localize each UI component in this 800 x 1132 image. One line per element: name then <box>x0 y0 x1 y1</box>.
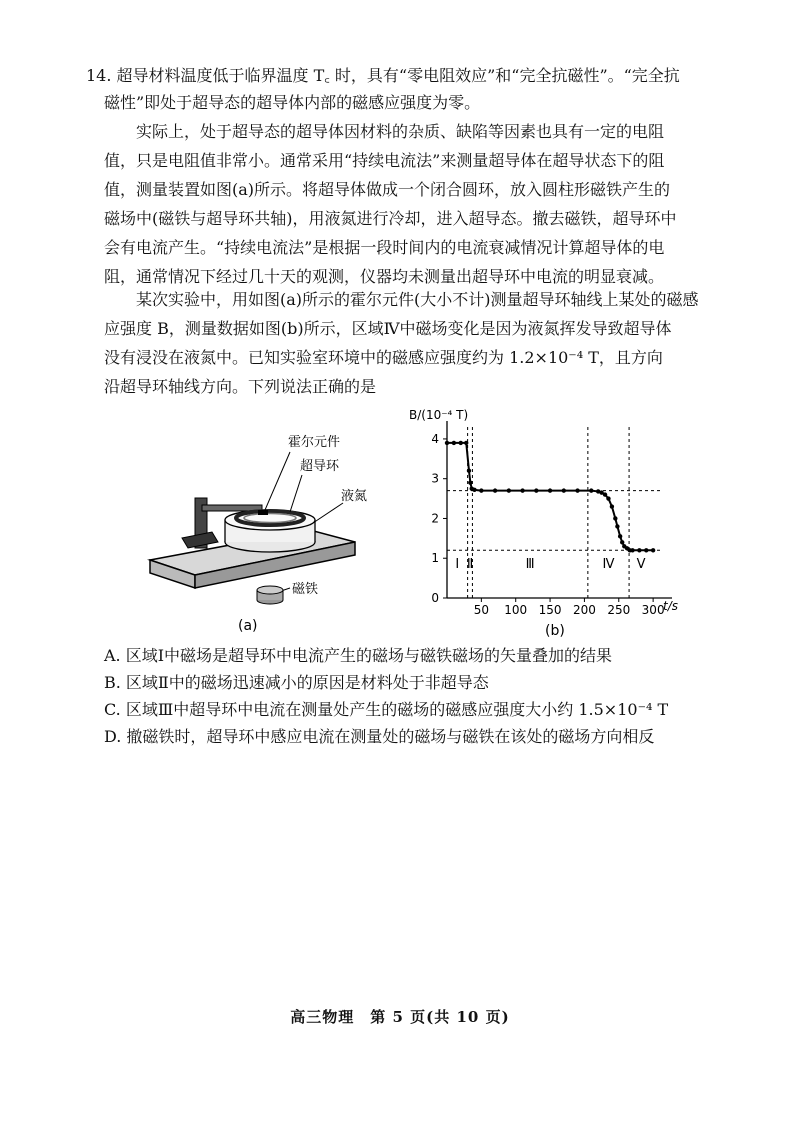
data-point <box>452 441 456 445</box>
data-point <box>630 548 634 552</box>
x-tick-label: 150 <box>538 603 562 617</box>
data-point <box>644 548 648 552</box>
series-points <box>445 441 656 553</box>
x-tick-label: 100 <box>504 603 528 617</box>
data-point <box>610 504 614 508</box>
x-tick-label: 250 <box>607 603 631 617</box>
para3-line: 某次实验中，用如图(a)所示的霍尔元件(大小不计)测量超导环轴线上某处的磁感 <box>136 290 699 309</box>
data-point <box>603 492 607 496</box>
paragraph-measurement <box>104 117 677 291</box>
para2-line: 值，测量装置如图(a)所示。将超导体做成一个闭合圆环，放入圆柱形磁铁产生的 <box>104 180 671 199</box>
axis-ticks <box>431 432 664 617</box>
y-tick-label: 4 <box>431 431 439 446</box>
question-line-2: 磁性”即处于超导态的超导体内部的磁感应强度为零。 <box>104 93 481 112</box>
region-label: Ⅰ <box>455 557 460 573</box>
data-point <box>520 488 524 492</box>
y-tick-label: 3 <box>431 471 439 486</box>
para2-line: 会有电流产生。“持续电流法”是根据一段时间内的电流衰减情况计算超导体的电 <box>104 238 665 257</box>
data-point <box>479 488 483 492</box>
figure-a-apparatus <box>140 430 380 635</box>
data-point <box>615 524 619 528</box>
x-tick-label: 50 <box>473 603 489 617</box>
caption-a: (a) <box>238 618 258 634</box>
data-point <box>613 516 617 520</box>
label-hall: 霍尔元件 <box>288 435 341 450</box>
data-point <box>637 548 641 552</box>
y-tick-label: 2 <box>431 511 439 526</box>
series-line-B <box>447 443 653 550</box>
data-point <box>589 488 593 492</box>
para2-line: 值，只是电阻值非常小。通常采用“持续电流法”来测量超导体在超导状态下的阻 <box>104 151 665 170</box>
figure-b-chart <box>405 405 690 640</box>
page-footer: 高三物理 第 5 页(共 10 页) <box>290 1008 510 1026</box>
data-point <box>534 488 538 492</box>
option-b[interactable]: B. 区域Ⅱ中的磁场迅速减小的原因是材料处于非超导态 <box>104 673 489 692</box>
para3-line: 没有浸没在液氮中。已知实验室环境中的磁感应强度约为 1.2×10⁻⁴ T，且方向 <box>104 348 663 367</box>
y-tick-label: 0 <box>431 591 439 605</box>
label-magnet: 磁铁 <box>292 582 319 597</box>
para3-line: 沿超导环轴线方向。下列说法正确的是 <box>104 377 377 396</box>
para2-line: 磁场中(磁铁与超导环共轴)，用液氮进行冷却，进入超导态。撤去磁铁，超导环中 <box>104 209 677 228</box>
magnet <box>257 586 283 594</box>
data-point <box>445 441 449 445</box>
para2-line: 阻，通常情况下经过几十天的观测，仪器均未测量出超导环中电流的明显衰减。 <box>104 267 665 286</box>
data-point <box>472 488 476 492</box>
data-point <box>468 480 472 484</box>
region-label: Ⅴ <box>636 557 646 573</box>
x-axis-label: t/s <box>663 599 678 613</box>
option-c[interactable]: C. 区域Ⅲ中超导环中电流在测量处产生的磁场的磁感应强度大小约 1.5×10⁻⁴ T <box>104 700 669 719</box>
region-label: Ⅳ <box>602 557 615 573</box>
label-ring: 超导环 <box>300 459 340 474</box>
data-point <box>618 534 622 538</box>
region-label: Ⅲ <box>525 557 535 573</box>
question-line-1: 14. 超导材料温度低于临界温度 T꜀ 时，具有“零电阻效应”和“完全抗磁性”。“完全抗 <box>86 66 680 85</box>
data-point <box>493 488 497 492</box>
data-point <box>464 441 468 445</box>
caption-b: (b) <box>545 623 565 639</box>
data-point <box>459 441 463 445</box>
y-tick-label: 1 <box>431 551 439 566</box>
y-axis-label: B/(10⁻⁴ T) <box>409 408 469 422</box>
chart-grid <box>447 427 660 598</box>
hall-element <box>258 510 268 515</box>
option-a[interactable]: A. 区域Ⅰ中磁场是超导环中电流产生的磁场与磁铁磁场的矢量叠加的结果 <box>104 646 613 665</box>
option-d[interactable]: D. 撤磁铁时，超导环中感应电流在测量处的磁场与磁铁在该处的磁场方向相反 <box>104 727 655 746</box>
region-labels <box>455 557 645 572</box>
x-tick-label: 200 <box>572 603 596 617</box>
data-point <box>651 548 655 552</box>
para3-line: 应强度 B，测量数据如图(b)所示，区域Ⅳ中磁场变化是因为液氮挥发导致超导体 <box>104 319 672 338</box>
data-point <box>620 540 624 544</box>
data-point <box>575 488 579 492</box>
region-label: Ⅱ <box>466 557 474 573</box>
data-point <box>562 488 566 492</box>
label-nitrogen: 液氮 <box>341 489 368 504</box>
data-point <box>548 488 552 492</box>
para2-line: 实际上，处于超导态的超导体因材料的杂质、缺陷等因素也具有一定的电阻 <box>136 122 665 141</box>
data-point <box>467 469 471 473</box>
data-point <box>507 488 511 492</box>
paragraph-experiment <box>104 285 699 401</box>
x-tick-label: 300 <box>641 603 665 617</box>
data-point <box>606 496 610 500</box>
